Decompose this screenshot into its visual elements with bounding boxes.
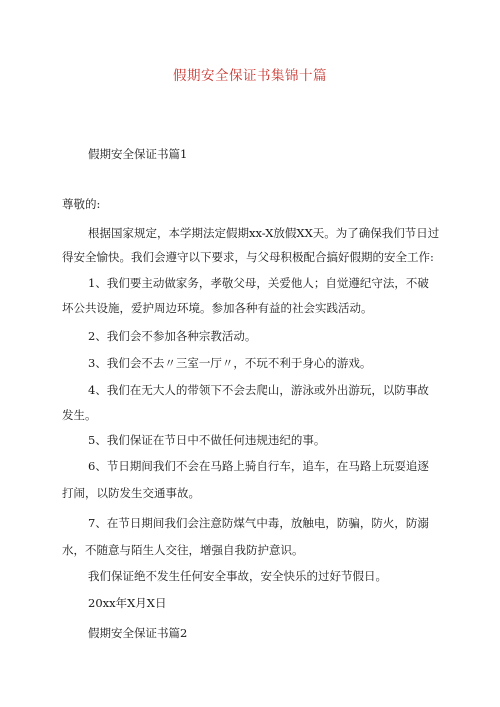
section-heading: 假期安全保证书篇1 — [88, 147, 188, 161]
paragraph-line: 打闹，以防发生交通事故。 — [62, 486, 200, 500]
salutation: 尊敬的: — [62, 197, 101, 211]
paragraph-line: 7、在节日期间我们会注意防煤气中毒，放触电，防骗，防火，防溺 — [88, 516, 429, 530]
date-line: 20xx年X月X日 — [88, 596, 167, 610]
paragraph-line: 水，不随意与陌生人交往，增强自我防护意识。 — [62, 543, 304, 557]
paragraph-line: 6、节日期间我们不会在马路上骑自行车，追车，在马路上玩耍追逐 — [88, 459, 429, 473]
paragraph-line: 5、我们保证在节日中不做任何违规违纪的事。 — [88, 433, 326, 447]
paragraph-line: 3、我们会不去〃三室一厅〃，不玩不利于身心的游戏。 — [88, 356, 372, 370]
paragraph-line: 2、我们会不参加各种宗教活动。 — [88, 329, 257, 343]
paragraph-line: 4、我们在无大人的带领下不会去爬山，游泳或外出游玩，以防事故 — [88, 383, 429, 397]
paragraph-line: 坏公共设施，爱护周边环境。参加各种有益的社会实践活动。 — [62, 301, 373, 315]
paragraph-line: 根据国家规定，本学期法定假期xx-X放假XX天。为了确保我们节日过 — [88, 226, 440, 240]
document-title: 假期安全保证书集锦十篇 — [173, 68, 327, 84]
paragraph-line: 发生。 — [62, 408, 97, 422]
paragraph-line: 1、我们要主动做家务，孝敬父母，关爱他人；自觉遵纪守法，不破 — [88, 276, 429, 290]
paragraph-line: 得安全愉快。我们会遵守以下要求，与父母积极配合搞好假期的安全工作: — [62, 250, 434, 264]
paragraph-line: 我们保证绝不发生任何安全事故，安全快乐的过好节假日。 — [88, 569, 387, 583]
section-heading: 假期安全保证书篇2 — [88, 626, 188, 640]
